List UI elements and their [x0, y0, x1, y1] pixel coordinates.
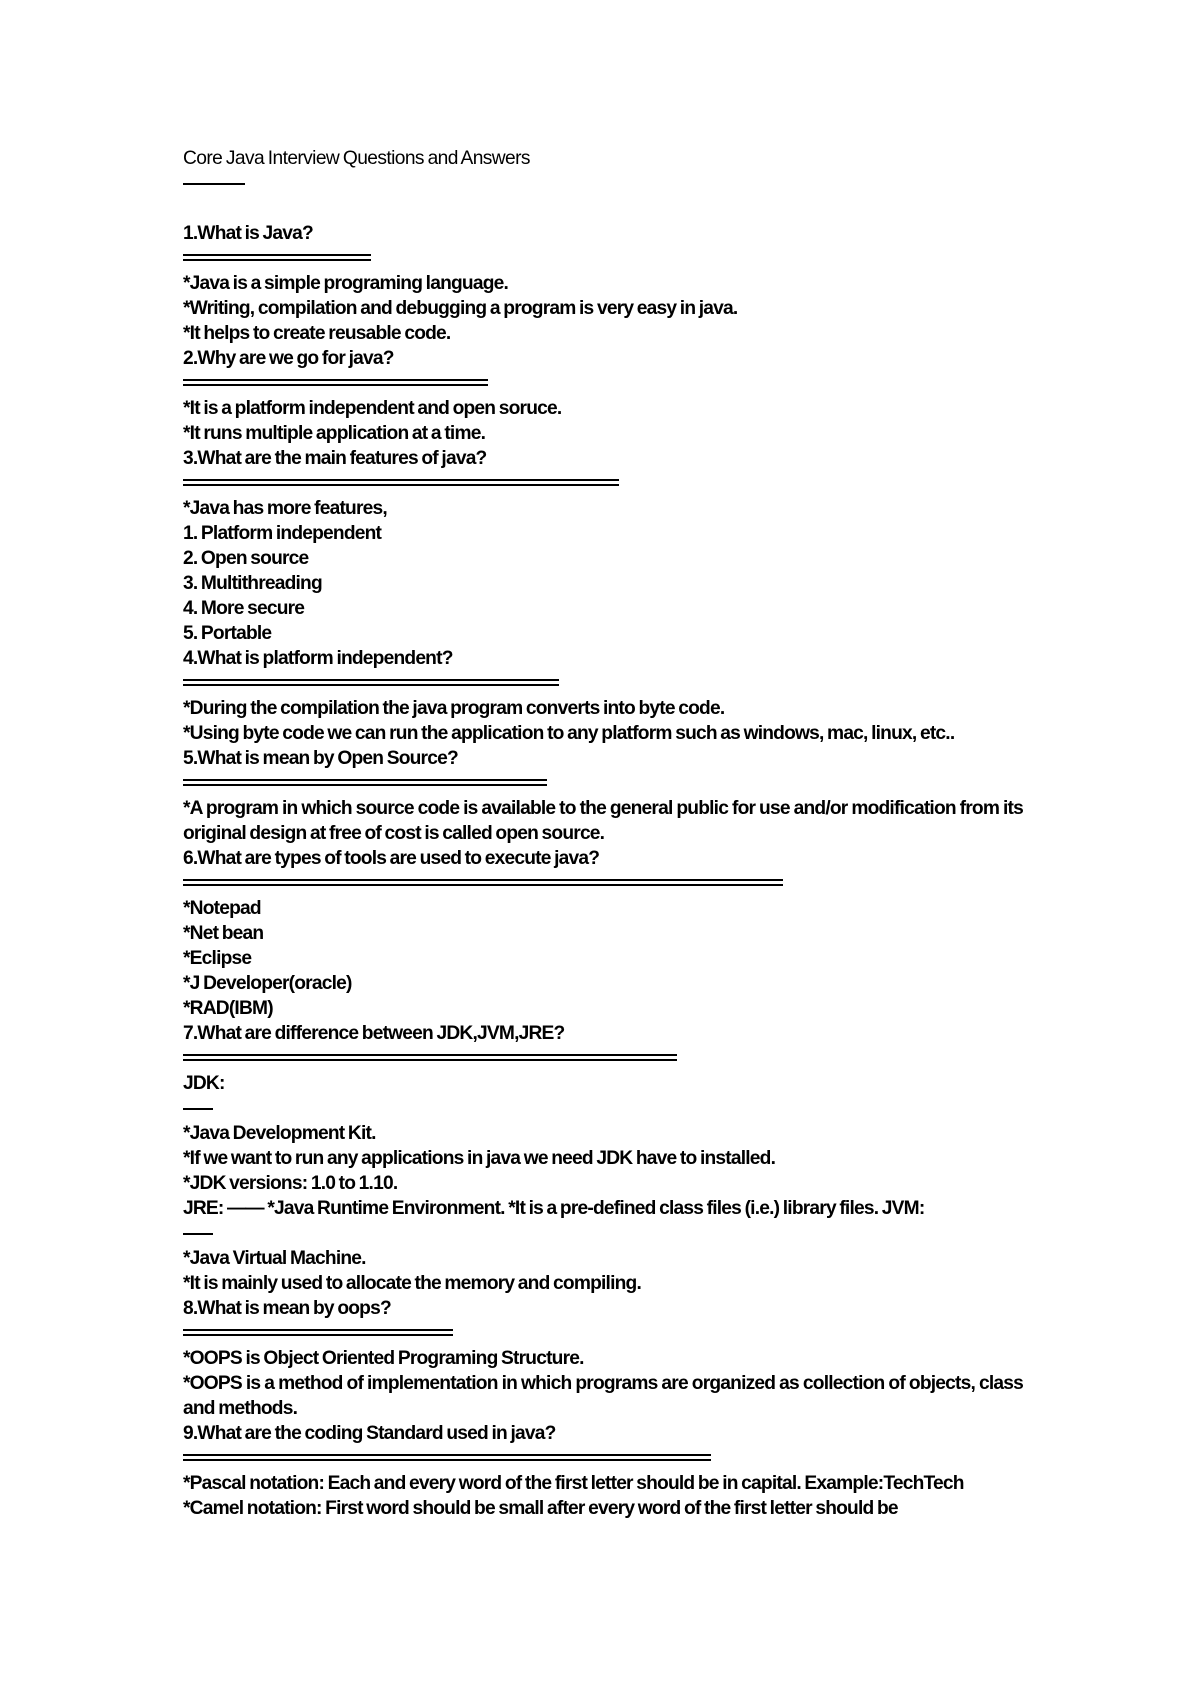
answer-paragraph: *Using byte code we can run the application to any platform such as windows, mac, linux, etc..: [183, 723, 955, 744]
list-item: *Notepad: [183, 898, 261, 919]
answer-line: *JDK versions: 1.0 to 1.10.: [183, 1173, 398, 1194]
answer-line: *It is a platform independent and open soruce.: [183, 398, 562, 419]
jre-line: JRE: —— *Java Runtime Environment. *It is a pre-defined class files (i.e.) library files. JVM:: [183, 1198, 925, 1219]
question-1: 1.What is Java?: [183, 223, 313, 244]
answer-line: *Java Development Kit.: [183, 1123, 376, 1144]
answer-line: *OOPS is Object Oriented Programing Structure.: [183, 1348, 584, 1369]
question-6-underline: [183, 871, 1023, 896]
question-3-underline: [183, 471, 1023, 496]
answer-line: *It helps to create reusable code.: [183, 323, 451, 344]
list-item: 3. Multithreading: [183, 573, 322, 594]
question-4-underline: [183, 671, 1023, 696]
answer-line: *During the compilation the java program converts into byte code.: [183, 698, 725, 719]
answer-line: *It runs multiple application at a time.: [183, 423, 486, 444]
jdk-underline: [183, 1096, 1023, 1121]
answer-line: *If we want to run any applications in java we need JDK have to installed.: [183, 1148, 776, 1169]
question-5: 5.What is mean by Open Source?: [183, 748, 458, 769]
jvm-underline: [183, 1221, 1023, 1246]
answer-line: *Java Virtual Machine.: [183, 1248, 366, 1269]
question-6: 6.What are types of tools are used to execute java?: [183, 848, 600, 869]
question-2-underline: [183, 371, 1023, 396]
answer-paragraph: *Pascal notation: Each and every word of the first letter should be in capital. Example:TechTech: [183, 1473, 964, 1494]
question-7-underline: [183, 1046, 1023, 1071]
question-8-underline: [183, 1321, 1023, 1346]
answer-paragraph: *A program in which source code is available to the general public for use and/or modification from its original design at free of cost is called open source.: [183, 798, 1023, 844]
title-underline: [183, 171, 1023, 196]
question-8: 8.What is mean by oops?: [183, 1298, 391, 1319]
question-2: 2.Why are we go for java?: [183, 348, 394, 369]
question-1-underline: [183, 246, 1023, 271]
list-item: *J Developer(oracle): [183, 973, 352, 994]
answer-line: *Camel notation: First word should be small after every word of the first letter should be: [183, 1498, 898, 1519]
jdk-label: JDK:: [183, 1073, 225, 1094]
question-5-underline: [183, 771, 1023, 796]
list-item: 1. Platform independent: [183, 523, 382, 544]
answer-line: *It is mainly used to allocate the memory and compiling.: [183, 1273, 641, 1294]
document-title: Core Java Interview Questions and Answers: [183, 148, 530, 169]
list-item: *Net bean: [183, 923, 264, 944]
answer-line: *Java has more features,: [183, 498, 387, 519]
question-7: 7.What are difference between JDK,JVM,JRE?: [183, 1023, 565, 1044]
document-page: [183, 146, 1023, 1521]
question-9-underline: [183, 1446, 1023, 1471]
question-9: 9.What are the coding Standard used in java?: [183, 1423, 556, 1444]
list-item: 5. Portable: [183, 623, 272, 644]
answer-line: *Java is a simple programing language.: [183, 273, 509, 294]
list-item: 4. More secure: [183, 598, 305, 619]
list-item: 2. Open source: [183, 548, 309, 569]
question-3: 3.What are the main features of java?: [183, 448, 487, 469]
list-item: *RAD(IBM): [183, 998, 273, 1019]
answer-paragraph: *OOPS is a method of implementation in which programs are organized as collection of objects, class and methods.: [183, 1373, 1023, 1419]
question-4: 4.What is platform independent?: [183, 648, 453, 669]
answer-line: *Writing, compilation and debugging a program is very easy in java.: [183, 298, 738, 319]
list-item: *Eclipse: [183, 948, 252, 969]
